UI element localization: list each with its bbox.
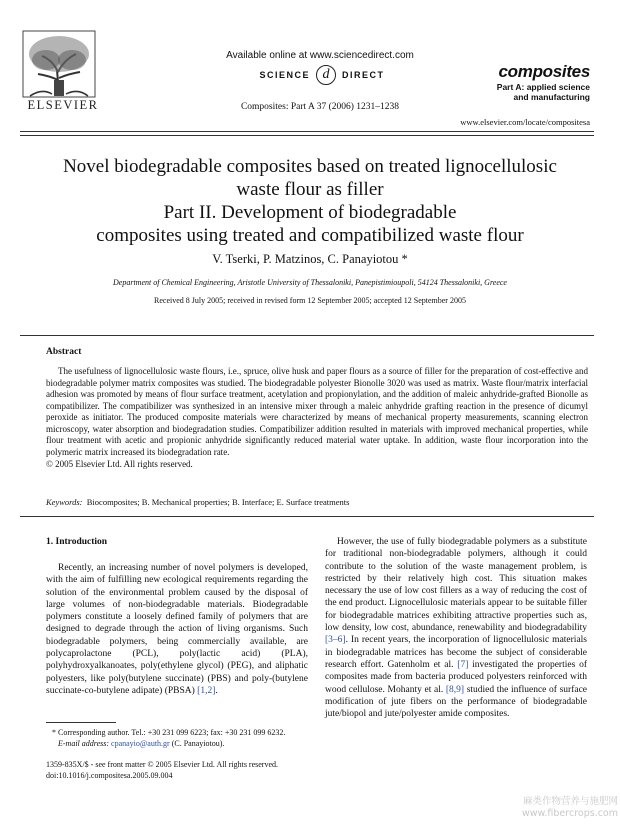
- keywords: [46, 497, 588, 507]
- intro-text: Recently, an increasing number of novel polymers is developed, with the aim of fulfilling new ecological requirements regarding the solution of the environmental problem caused by the disposal of large volumes of non-biodegradable materials. Biodegradable polymers constitute a loosely defined family of polymers that are designed to degrade through the action of living organisms. Such biodegradable polymers, being commercially available, are polycaprolactone (PCL), poly(lactic acid) (PLA), polyhydroxyalkanoates, poly(ethylene glycol) (PEG), and aliphatic polyesters, like poly(butylene succinate) (PBS) and poly-(butylene succinate-co-butylene adipate) (PBSA): [46, 563, 308, 696]
- email-line: [46, 738, 311, 749]
- title-line-3: Part II. Development of biodegradable: [163, 202, 457, 223]
- header-divider-thin: [20, 135, 594, 136]
- watermark-line2: www.fibercrops.com: [521, 808, 618, 819]
- section-heading-introduction: 1. Introduction: [46, 537, 108, 547]
- abstract-bottom-rule: [20, 516, 594, 517]
- header-divider: [20, 131, 594, 132]
- intro-paragraph-2: [325, 536, 587, 720]
- citation-link[interactable]: [7]: [457, 659, 469, 670]
- affiliation: Department of Chemical Engineering, Aristotle University of Thessaloniki, Panepistimioupoli, 54124 Thessaloniki, Greece: [113, 278, 507, 287]
- keywords-list: Biocomposites; B. Mechanical properties; B. Interface; E. Surface treatments: [86, 497, 350, 507]
- title-line-1: Novel biodegradable composites based on treated lignocellulosic: [63, 156, 557, 177]
- copyright: © 2005 Elsevier Ltd. All rights reserved.: [46, 459, 193, 469]
- sciencedirect-logo: [228, 64, 416, 86]
- available-online-text: Available online at www.sciencedirect.com: [226, 50, 414, 61]
- doi-line: doi:10.1016/j.compositesa.2005.09.004: [46, 771, 173, 780]
- keywords-label: Keywords:: [46, 497, 83, 507]
- citation-link[interactable]: [8,9]: [445, 684, 465, 695]
- journal-part-line1: Part A: applied science: [496, 82, 590, 92]
- intro-text: investigated the properties of composites made from bacteria produced polyesters reinforced with wood cellulose. Mohanty et al.: [325, 659, 587, 695]
- intro-text: . In recent years, the incorporation of lignocellulosic materials in biodegradable matrices has become the subject of considerable research effort. Gatenholm et al.: [325, 635, 587, 670]
- sciencedirect-d-icon: d: [316, 65, 336, 85]
- journal-part: [480, 82, 590, 102]
- body-column-right: [325, 536, 587, 720]
- authors: V. Tserki, P. Matzinos, C. Panayiotou *: [212, 252, 408, 266]
- publisher-name: ELSEVIER: [27, 98, 99, 112]
- issn-line: 1359-835X/$ - see front matter © 2005 Elsevier Ltd. All rights reserved.: [46, 760, 279, 769]
- citation-link[interactable]: [1,2]: [197, 685, 216, 696]
- citation-link[interactable]: [3–6]: [325, 635, 346, 646]
- intro-text: studied the influence of surface modification of jute fibers on the performance of biodegradable jute/biopol and jute/polyester amide composites.: [325, 684, 588, 720]
- abstract-body: [46, 366, 588, 471]
- corresponding-author: * Corresponding author. Tel.: +30 231 099 6223; fax: +30 231 099 6232.: [52, 728, 286, 737]
- received-dates: Received 8 July 2005; received in revised form 12 September 2005; accepted 12 September 2005: [154, 296, 466, 305]
- email-label: E-mail address:: [58, 739, 110, 748]
- journal-name: composites: [498, 62, 590, 81]
- email-link[interactable]: cpanayio@auth.gr: [111, 739, 170, 748]
- intro-text: However, the use of fully biodegradable polymers as a substitute for traditional non-biodegradable polymers, although it could contribute to the solution of the waste management problem, is restricted by their relatively high cost. This situation makes necessary the use of low cost fillers as a way of reducing the cost of the end product. Lignocellulosic materials appear to be suitable filler for biodegradable matrices exhibiting attractive properties such as, low density, low cost, abundance, renewability and biodegradability: [325, 537, 587, 634]
- sciencedirect-left: SCIENCE: [259, 70, 310, 80]
- email-suffix: (C. Panayiotou).: [171, 739, 225, 748]
- title-line-4: composites using treated and compatibilized waste flour: [96, 225, 524, 246]
- watermark: [478, 796, 618, 820]
- journal-url[interactable]: www.elsevier.com/locate/compositesa: [460, 117, 590, 127]
- footnote: [46, 727, 311, 749]
- watermark-line1: 麻类作物营养与施肥网: [522, 796, 618, 807]
- journal-reference: Composites: Part A 37 (2006) 1231–1238: [240, 102, 400, 112]
- abstract-text: The usefulness of lignocellulosic waste flours, i.e., spruce, olive husk and paper flours as a source of filler for the preparation of cost-effective and biodegradable polymer matrix composites was studied. The biodegradable polyester Bionolle 3020 was used as matrix. Waste flour/matrix interfacial adhesion was promoted by means of flour surface treatment, acetylation and propionylation, and the addition of maleic anhydride-grafted Bionolle as compatibilizer. The compatibilizer was synthesized in an intensive mixer through a maleic anhydride grafting reaction in the presence of dicumyl peroxide as initiator. The produced composite materials were characterized by means of mechanical property measurements, scanning electron microscopy, water absorption and biodegradation studies. Compatibilizer addition resulted in materials with improved mechanical properties, while flour treatment with acetic and propionic anhydride significantly reduced material water uptake. In addition, waste flour incorporation into the polymeric matrix increased its biodegradation rate.: [46, 366, 588, 457]
- sciencedirect-right: DIRECT: [342, 70, 385, 80]
- journal-part-line2: and manufacturing: [513, 92, 590, 102]
- abstract-heading: Abstract: [46, 347, 82, 357]
- footnote-rule: [46, 722, 116, 723]
- intro-paragraph-1: Recently, an increasing number of novel polymers is developed, with the aim of fulfilling new ecological requirements regarding the solution of the environmental problem caused by the disposal of large volumes of non-biodegradable materials. Biodegradable polymers constitute a loosely defined family of polymers that are designed to degrade through the action of living organisms. Such biodegradable polymers, being commercially available, are polycaprolactone (PCL), poly(lactic acid) (PLA), polyhydroxyalkanoates, poly(ethylene glycol) (PEG), and aliphatic polyesters, like poly(butylene succinate) (PBS) and poly-(butylene succinate-co-butylene adipate) (PBSA) [1,2].: [46, 563, 308, 696]
- title-line-2: waste flour as filler: [236, 179, 384, 200]
- front-matter-info: [46, 759, 311, 781]
- article-title: [40, 155, 580, 247]
- abstract-top-rule: [20, 335, 594, 336]
- body-column-left: [46, 562, 308, 697]
